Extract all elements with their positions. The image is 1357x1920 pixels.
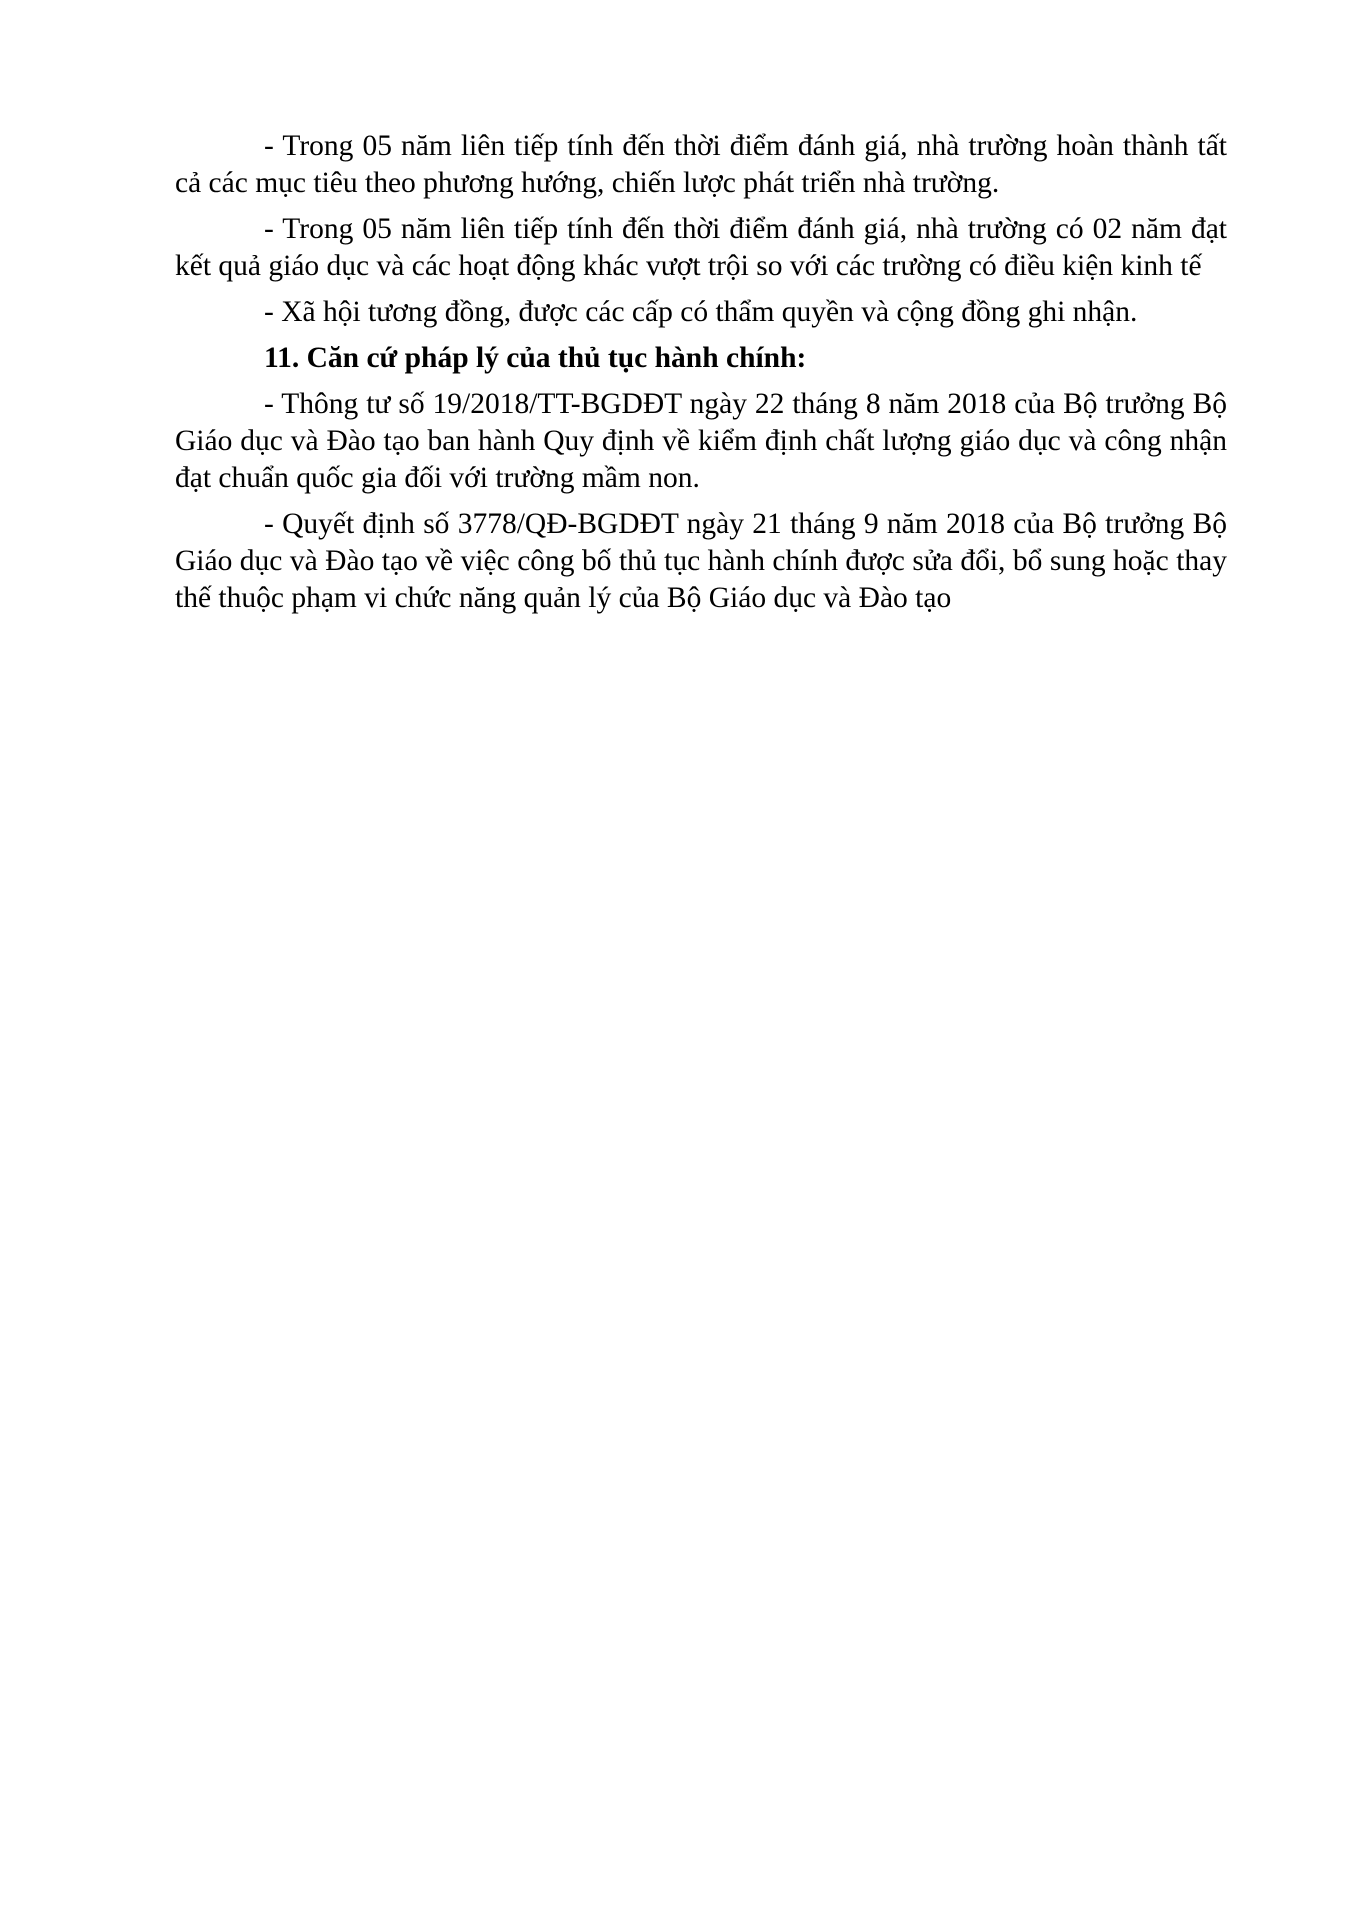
paragraph-decision-3778: - Quyết định số 3778/QĐ-BGDĐT ngày 21 tháng 9 năm 2018 của Bộ trưởng Bộ Giáo dục và Đào tạo về việc công bố thủ tục hành chính được sửa đổi, bổ sung hoặc thay thế thuộc phạm vi chức năng quản lý của Bộ Giáo dục và Đào tạo [175, 508, 1227, 614]
section-heading-legal-basis: 11. Căn cứ pháp lý của thủ tục hành chính: [264, 342, 807, 374]
paragraph-social-recognition: - Xã hội tương đồng, được các cấp có thẩm quyền và cộng đồng ghi nhận. [264, 296, 1138, 328]
paragraph-outstanding-results: - Trong 05 năm liên tiếp tính đến thời điểm đánh giá, nhà trường có 02 năm đạt kết quả giáo dục và các hoạt động khác vượt trội so với các trường có điều kiện kinh tế [175, 213, 1227, 282]
document-body [175, 128, 1227, 626]
paragraph-objectives-completed: - Trong 05 năm liên tiếp tính đến thời điểm đánh giá, nhà trường hoàn thành tất cả các mục tiêu theo phương hướng, chiến lược phát triển nhà trường. [175, 130, 1227, 199]
paragraph-circular-19-2018: - Thông tư số 19/2018/TT-BGDĐT ngày 22 tháng 8 năm 2018 của Bộ trưởng Bộ Giáo dục và Đào tạo ban hành Quy định về kiểm định chất lượng giáo dục và công nhận đạt chuẩn quốc gia đối với trường mầm non. [175, 388, 1227, 494]
